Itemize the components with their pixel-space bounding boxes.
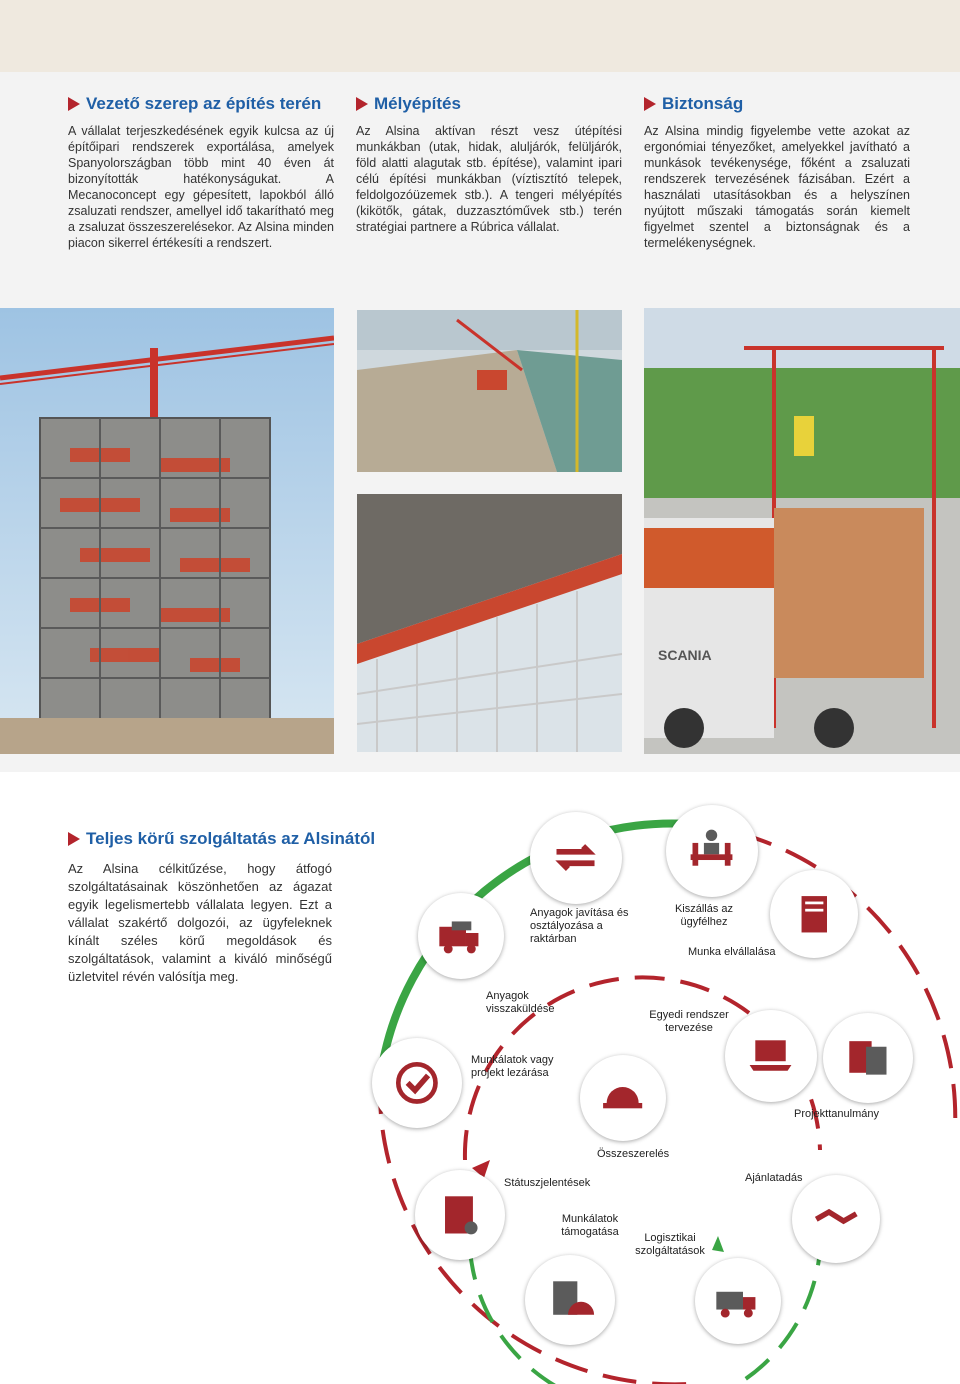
- label-repair: Anyagok javítása és osztályozása a raktárban: [530, 907, 629, 945]
- text-civil-engineering: Az Alsina aktívan részt vesz útépítési munkákban (utak, hidak, aluljárók, felüljárók, föld alatti alagutak stb. építése), valamint ipari célú építési munkákban (víztisztító telepek, feldolgozóüzemek stb.). A tengeri mélyépítés (kikötők, gátak, duzzasztóművek stb.) terén stratégiai partnere a Rúbrica vállalat.: [356, 124, 622, 234]
- triangle-bullet-icon: [68, 97, 80, 111]
- meeting-icon: [666, 805, 758, 897]
- triangle-bullet-icon: [68, 832, 80, 846]
- text-safety: Az Alsina mindig figyelembe vette azokat az ergonómiai tényezőket, amelyekkel javítható a munkások tevékenysége, főként a zsaluzati rendszerek tervezésének fázisában. Ezért a használati utasításokban és a helyszínen nyújtott műszaki támogatás során kiemelt figyelmet szentel a biztonságnak és a termelékenységnek.: [644, 124, 910, 250]
- label-offer: Ajánlatadás: [745, 1172, 803, 1184]
- certificate-icon: [415, 1170, 505, 1260]
- blueprints-icon: [823, 1013, 913, 1103]
- label-feasibility: Projekttanulmány: [794, 1108, 879, 1120]
- triangle-bullet-icon: [356, 97, 368, 111]
- label-custom-design: Egyedi rendszer tervezése: [649, 1009, 729, 1034]
- laptop-icon: [725, 1010, 817, 1102]
- label-return: Anyagok visszaküldése: [486, 990, 555, 1015]
- document-icon: [770, 870, 858, 958]
- photo-dam-construction: [357, 310, 622, 472]
- label-support: Munkálatok támogatása: [561, 1213, 619, 1238]
- text-full-service: Az Alsina célkitűzése, hogy átfogó szolgáltatásainak köszönhetően az ágazat egyik legelismertebb vállalata legyen. Ezt a vállalat szakértő dolgozói, az ügyfeleknek kínált széles körű megoldások és szolgáltatások, valamint a kiváló minőségű üzletvitel révén valósítja meg.: [68, 861, 332, 984]
- heading-civil-engineering: Mélyépítés: [356, 94, 461, 114]
- truck-brand: SCANIA: [658, 647, 712, 663]
- label-acceptance: Munka elvállalása: [688, 946, 776, 958]
- photo-bridge-formwork: [357, 494, 622, 752]
- label-closing: Munkálatok vagy projekt lezárása: [471, 1054, 554, 1079]
- truck-icon: [418, 893, 504, 979]
- label-logistics: Logisztikai szolgáltatások: [635, 1232, 705, 1257]
- top-band: [0, 0, 960, 72]
- heading-safety: Biztonság: [644, 94, 743, 114]
- exchange-arrows-icon: [530, 812, 622, 904]
- text-leadership: A vállalat terjeszkedésének egyik kulcsa az új építőipari rendszerek exportálása, amelyek Spanyolországban több mint 40 éven át bizonyították hatékonyságukat. A Mecanoconcept egy gépesített, lapokból álló zsaluzati rendszer, amellyel idő takarítható meg a zsaluzat összeszerelésekor. Az Alsina minden piacon sikerrel értékesíti a rendszert.: [68, 124, 334, 250]
- label-status: Státuszjelentések: [504, 1177, 591, 1189]
- handshake-icon: [792, 1175, 880, 1263]
- triangle-bullet-icon: [644, 97, 656, 111]
- delivery-truck-icon: [695, 1258, 781, 1344]
- report-hard-hat-icon: [525, 1255, 615, 1345]
- heading-full-service: Teljes körű szolgáltatás az Alsinától: [68, 829, 375, 849]
- label-client-visit: Kiszállás az ügyfélhez: [674, 903, 734, 928]
- photo-building-construction: [0, 308, 334, 754]
- hard-hat-icon: [580, 1055, 666, 1141]
- checkmark-icon: [372, 1038, 462, 1128]
- photo-truck-safety: [644, 308, 960, 754]
- label-assembly: Összeszerelés: [597, 1148, 670, 1160]
- heading-leadership: Vezető szerep az építés terén: [68, 94, 321, 114]
